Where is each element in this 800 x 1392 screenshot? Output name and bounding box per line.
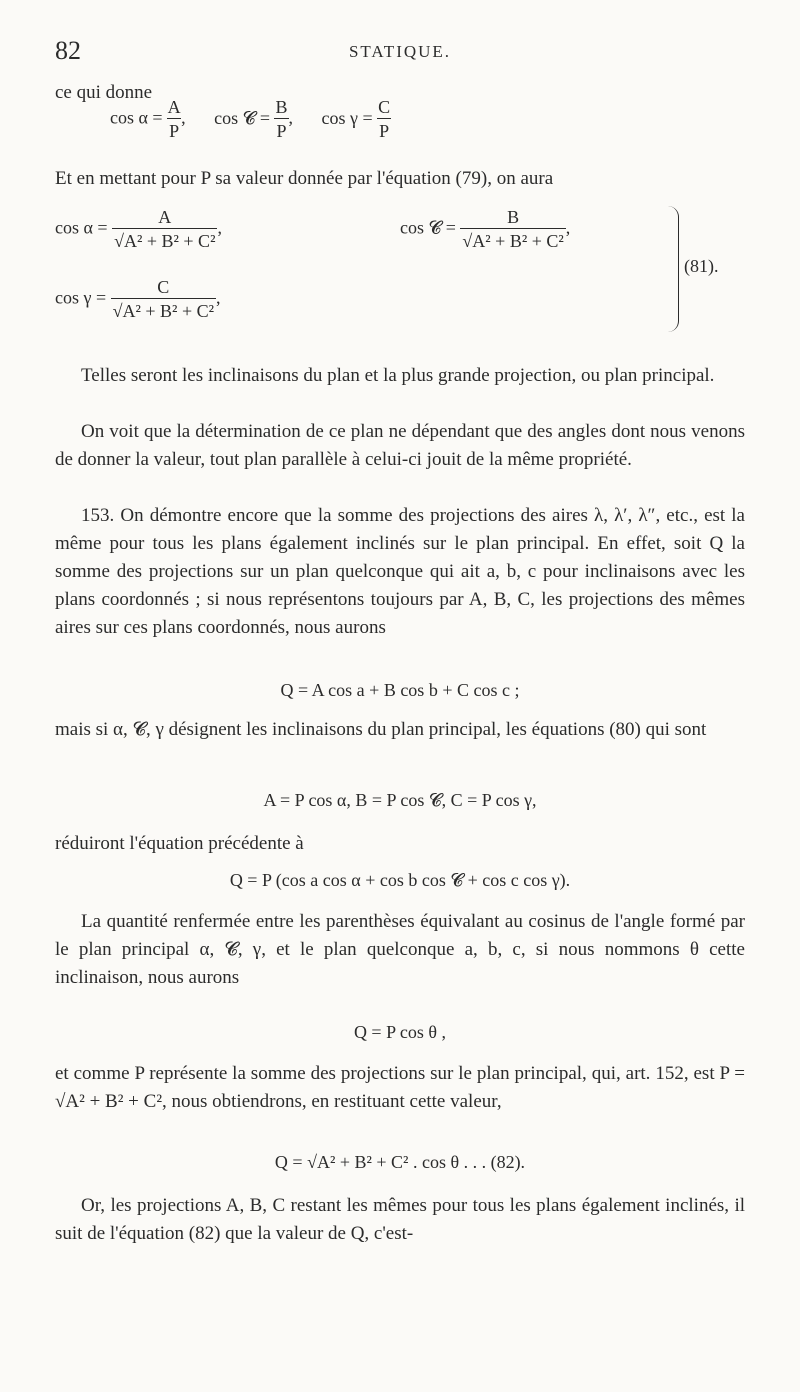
paragraph-8: Or, les projections A, B, C restant les mêmes pour tous les plans également inclinés, il suit de l'équation (82) que la valeur de Q, c'est-	[55, 1195, 745, 1244]
intro-text: ce qui donne	[55, 82, 153, 103]
eq81-num-b: B	[507, 207, 520, 227]
equation-82: Q = √A² + B² + C² . cos θ . . . (82).	[274, 1152, 526, 1172]
equation-81-cos-beta: cos 𝓒 = $\frac{B}{\text{√A² + B² + C²}}$ ,	[400, 207, 571, 251]
paragraph-1: Telles seront les inclinaisons du plan et la plus grande projection, ou plan principal.	[81, 365, 715, 386]
eq81-fraction-a	[112, 206, 217, 253]
eq81-den-c: √A² + B² + C²	[111, 298, 216, 323]
paragraph-2: On voit que la détermination de ce plan ne dépendant que des angles dont nous venons de donner la valeur, tout plan parallèle à celui-ci jouit de la même propriété.	[55, 421, 745, 470]
equation-q-cos-theta: Q = P cos θ ,	[353, 1022, 447, 1042]
fraction-b	[274, 96, 288, 143]
equation-cos-simple: cos α = $\frac{A}{P}$ , cos 𝓒 = $\frac{B}{P}$ , cos γ = $\frac{C}{P}$	[110, 97, 391, 141]
eq81-fraction-b	[460, 206, 565, 253]
eq81-fraction-c	[111, 276, 216, 323]
equation-81-cos-alpha: cos α = $\frac{A}{\text{√A² + B² + C²}}$ ,	[55, 207, 222, 251]
paragraph-4: mais si α, 𝓒, γ désignent les inclinaisons du plan principal, les équations (80) qui sont	[55, 719, 707, 740]
fraction-b-den: P	[274, 118, 288, 143]
eq81-cos-beta-label: cos 𝓒 =	[400, 217, 456, 238]
fraction-a-num: A	[167, 97, 181, 117]
cos-beta-label: cos 𝓒 =	[214, 107, 270, 128]
cos-alpha-label: cos α =	[110, 107, 163, 128]
page-number: 82	[55, 36, 81, 65]
eq81-cos-alpha-label: cos α =	[55, 217, 108, 238]
equation-q-sum: Q = A cos a + B cos b + C cos c ;	[280, 680, 520, 700]
running-title: STATIQUE.	[348, 42, 452, 61]
equation-number-81: (81).	[684, 256, 719, 276]
sentence-1: Et en mettant pour P sa valeur donnée par l'équation (79), on aura	[55, 168, 554, 189]
fraction-c	[377, 96, 391, 143]
cos-gamma-label: cos γ =	[321, 107, 373, 128]
fraction-c-den: P	[377, 118, 391, 143]
fraction-b-num: B	[275, 97, 288, 117]
eq81-den-a: √A² + B² + C²	[112, 228, 217, 253]
paragraph-7: et comme P représente la somme des projections sur le plan principal, qui, art. 152, est P = √A² + B² + C², nous obtiendrons, en restituant cette valeur,	[55, 1063, 745, 1112]
paragraph-3: 153. On démontre encore que la somme des projections des aires λ, λ′, λ″, etc., est la même pour tous les plans également inclinés sur le plan principal. En effet, soit Q la somme des projections sur un plan quelconque qui ait a, b, c pour inclinaisons avec les plans coordonnés ; si nous représentons toujours par A, B, C, les projections des mêmes aires sur ces plans coordonnés, nous aurons	[55, 505, 745, 638]
paragraph-6: La quantité renfermée entre les parenthèses équivalant au cosinus de l'angle formé par le plan principal α, 𝓒, γ, et le plan quelconque a, b, c, si nous nommons θ cette inclinaison, nous aurons	[55, 911, 745, 988]
eq81-den-b: √A² + B² + C²	[460, 228, 565, 253]
fraction-a-den: P	[167, 118, 181, 143]
fraction-a	[167, 96, 181, 143]
paragraph-5: réduiront l'équation précédente à	[55, 833, 304, 854]
equation-q-expanded: Q = P (cos a cos α + cos b cos 𝓒 + cos c cos γ).	[229, 870, 571, 890]
equation-brace	[668, 206, 679, 332]
eq81-num-a: A	[158, 207, 172, 227]
equation-80: A = P cos α, B = P cos 𝓒, C = P cos γ,	[263, 790, 537, 810]
eq81-num-c: C	[157, 277, 170, 297]
equation-81-cos-gamma: cos γ = $\frac{C}{\text{√A² + B² + C²}}$ ,	[55, 277, 221, 321]
fraction-c-num: C	[378, 97, 391, 117]
eq81-cos-gamma-label: cos γ =	[55, 287, 107, 308]
